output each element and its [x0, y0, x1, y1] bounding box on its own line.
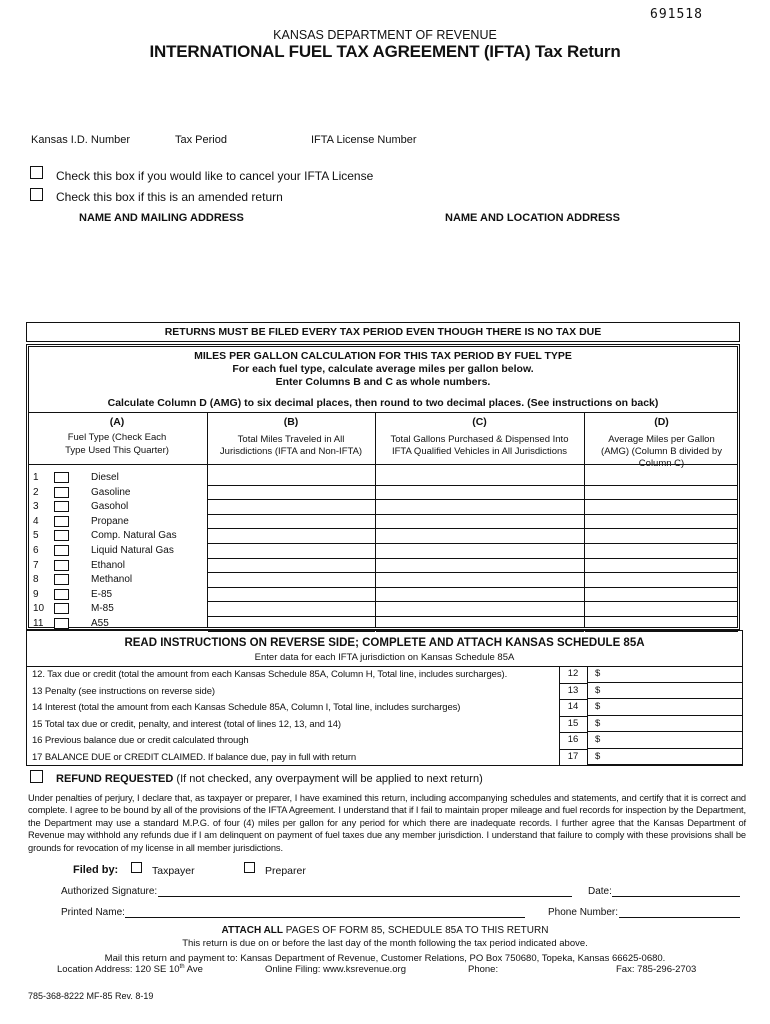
- tax-line-currency: $: [595, 717, 601, 729]
- fuel-amg-field[interactable]: [585, 486, 738, 501]
- fuel-row-number: 6: [33, 545, 39, 556]
- tax-line-description: 16 Previous balance due or credit calculated through: [32, 735, 249, 746]
- fuel-gallons-field[interactable]: [376, 529, 584, 544]
- location-address-post: Ave: [184, 964, 203, 976]
- fuel-gallons-field[interactable]: [376, 471, 584, 486]
- ifta-license-label: IFTA License Number: [311, 134, 417, 146]
- col-c-desc-2: IFTA Qualified Vehicles in All Jurisdictions: [391, 446, 568, 457]
- col-a-desc-1: Fuel Type (Check Each: [67, 432, 167, 443]
- fuel-type-checkbox[interactable]: [54, 589, 69, 600]
- col-a-desc-2: Type Used This Quarter): [65, 445, 169, 456]
- schedule-title: READ INSTRUCTIONS ON REVERSE SIDE; COMPLETE AND ATTACH KANSAS SCHEDULE 85A: [124, 637, 645, 649]
- cancel-license-label: Check this box if you would like to cancel your IFTA License: [56, 169, 374, 183]
- tax-line-amount-field[interactable]: [588, 716, 742, 733]
- declaration: Under penalties of perjury, I declare that, as taxpayer or preparer, I have examined this return, including accompanying schedules and statements, and certify that it is correct and complete. I agree to be bound by all of the provisions of the IFTA Agreement. I understand that if I fail to maintain proper mileage and fuel records for inspection by the Department, the Department may use a standard M.P.G. of four (4) miles per gallon for any period for which there are inadequate records. I further agree that the Kansas Department of Revenue may withhold any refunds due if I am delinquent on payment of fuel taxes due any member jurisdiction. I understand that failure to comply with these provisions shall be grounds for revocation of my license in all member jurisdictions.: [28, 793, 746, 853]
- taxpayer-checkbox[interactable]: [131, 862, 142, 873]
- authorized-signature-field[interactable]: [158, 896, 572, 897]
- col-d-letter: (D): [654, 416, 669, 428]
- fuel-gallons-field[interactable]: [376, 486, 584, 501]
- fuel-miles-field[interactable]: [208, 602, 375, 617]
- tax-line-amount-field[interactable]: [588, 699, 742, 716]
- fuel-type-label: E-85: [91, 588, 113, 600]
- schedule-section: [26, 630, 743, 766]
- tax-line-number: 15: [559, 718, 587, 734]
- fuel-gallons-field[interactable]: [376, 559, 584, 574]
- fax-footer: Fax: 785-296-2703: [616, 964, 697, 975]
- tax-line-amount-field[interactable]: [588, 732, 742, 749]
- amended-checkbox[interactable]: [30, 188, 43, 201]
- form-identifier: 785-368-8222 MF-85 Rev. 8-19: [28, 991, 154, 1001]
- fuel-type-label: Propane: [91, 515, 129, 527]
- fuel-row: [27, 602, 739, 617]
- fuel-type-checkbox[interactable]: [54, 560, 69, 571]
- fuel-amg-field[interactable]: [585, 573, 738, 588]
- phone-number-label: Phone Number:: [548, 907, 619, 918]
- filed-by-label: Filed by:: [73, 864, 119, 876]
- tax-line-row: [27, 699, 742, 716]
- col-c-desc-1: Total Gallons Purchased & Dispensed Into: [390, 434, 569, 445]
- fuel-row: [27, 559, 739, 574]
- tax-line-number: 14: [559, 701, 587, 717]
- fuel-type-checkbox[interactable]: [54, 472, 69, 483]
- attach-notice: [0, 925, 770, 936]
- phone-number-field[interactable]: [619, 917, 740, 918]
- tax-line-currency: $: [595, 750, 601, 762]
- printed-name-label: Printed Name:: [61, 907, 125, 918]
- fuel-type-checkbox[interactable]: [54, 516, 69, 527]
- tax-line-row: [27, 683, 742, 700]
- tax-period-label: Tax Period: [175, 134, 227, 146]
- fuel-row: [27, 471, 739, 486]
- tax-line-row: [27, 732, 742, 749]
- amended-label: Check this box if this is an amended return: [56, 190, 283, 204]
- fuel-miles-field[interactable]: [208, 500, 375, 515]
- phone-footer: Phone:: [468, 964, 499, 975]
- returns-notice: RETURNS MUST BE FILED EVERY TAX PERIOD EVEN THOUGH THERE IS NO TAX DUE: [26, 322, 740, 342]
- fuel-type-label: Methanol: [91, 574, 133, 586]
- fuel-row-number: 4: [33, 515, 39, 527]
- fuel-miles-field[interactable]: [208, 515, 375, 530]
- fuel-type-checkbox[interactable]: [54, 530, 69, 541]
- mpg-section: [26, 344, 740, 630]
- fuel-amg-field[interactable]: [585, 529, 738, 544]
- attach-notice-rest: PAGES OF FORM 85, SCHEDULE 85A TO THIS RETURN: [283, 925, 549, 936]
- refund-note: (If not checked, any overpayment will be applied to next return): [176, 773, 483, 785]
- fuel-type-label: A55: [91, 618, 109, 629]
- fuel-gallons-field[interactable]: [376, 515, 584, 530]
- col-d-desc-2: (AMG) (Column B divided by: [601, 446, 722, 457]
- fuel-miles-field[interactable]: [208, 529, 375, 544]
- fuel-type-checkbox[interactable]: [54, 603, 69, 614]
- document-number: 691518: [650, 7, 703, 22]
- fuel-row-number: 7: [33, 559, 39, 571]
- fuel-amg-field[interactable]: [585, 559, 738, 574]
- location-address-label: NAME AND LOCATION ADDRESS: [445, 212, 620, 224]
- fuel-gallons-field[interactable]: [376, 588, 584, 603]
- mpg-title: MILES PER GALLON CALCULATION FOR THIS TAX PERIOD BY FUEL TYPE: [194, 350, 572, 362]
- fuel-type-label: M-85: [91, 603, 114, 615]
- mpg-instruction-2: Enter Columns B and C as whole numbers.: [275, 376, 491, 388]
- location-address-sup: th: [179, 964, 185, 970]
- tax-line-description: 14 Interest (total the amount from each Kansas Schedule 85A, Column I, Total line, includes surcharges): [32, 702, 461, 713]
- printed-name-field[interactable]: [125, 917, 525, 918]
- fuel-row-number: 2: [33, 486, 39, 498]
- fuel-row-number: 1: [33, 472, 39, 483]
- tax-line-row: [27, 666, 742, 683]
- fuel-gallons-field[interactable]: [376, 602, 584, 617]
- fuel-type-checkbox[interactable]: [54, 545, 69, 556]
- mpg-instruction-1: For each fuel type, calculate average miles per gallon below.: [232, 363, 534, 375]
- fuel-row-number: 10: [33, 603, 45, 615]
- date-label: Date:: [588, 886, 612, 897]
- mailing-address-label: NAME AND MAILING ADDRESS: [79, 212, 244, 224]
- tax-line-row: [27, 749, 742, 766]
- location-address: [57, 964, 203, 975]
- tax-line-currency: $: [595, 701, 601, 712]
- col-d-desc-3: Column C): [638, 458, 685, 469]
- fuel-amg-field[interactable]: [585, 544, 738, 559]
- fuel-type-label: Gasoline: [91, 486, 131, 498]
- agency-name: KANSAS DEPARTMENT OF REVENUE: [273, 28, 497, 42]
- fuel-miles-field[interactable]: [208, 588, 375, 603]
- refund-text: [56, 773, 483, 785]
- fuel-type-label: Liquid Natural Gas: [91, 545, 174, 556]
- fuel-gallons-field[interactable]: [376, 500, 584, 515]
- fuel-row-number: 11: [33, 618, 44, 629]
- tax-line-row: [27, 716, 742, 733]
- tax-line-number: 16: [559, 734, 587, 750]
- tax-line-currency: $: [595, 734, 601, 745]
- fuel-row: [27, 486, 739, 501]
- online-filing: Online Filing: www.ksrevenue.org: [265, 964, 406, 975]
- refund-checkbox[interactable]: [30, 770, 43, 783]
- cancel-license-row[interactable]: [30, 166, 43, 182]
- due-notice: This return is due on or before the last day of the month following the tax period indicated above.: [182, 938, 588, 949]
- tax-line-description: 15 Total tax due or credit, penalty, and interest (total of lines 12, 13, and 14): [32, 718, 341, 730]
- fuel-amg-field[interactable]: [585, 602, 738, 617]
- fuel-type-checkbox[interactable]: [54, 618, 69, 629]
- fuel-type-checkbox[interactable]: [54, 501, 69, 512]
- fuel-amg-field[interactable]: [585, 500, 738, 515]
- fuel-row: [27, 515, 739, 530]
- fuel-type-checkbox[interactable]: [54, 574, 69, 585]
- fuel-row: [27, 544, 739, 559]
- tax-line-currency: $: [595, 668, 601, 679]
- tax-line-description: 13 Penalty (see instructions on reverse side): [32, 685, 215, 697]
- fuel-miles-field[interactable]: [208, 544, 375, 559]
- amended-row[interactable]: [30, 188, 43, 204]
- fuel-miles-field[interactable]: [208, 471, 375, 486]
- tax-line-description: 12. Tax due or credit (total the amount from each Kansas Schedule 85A, Column H, Total line, includes surcharges).: [32, 669, 508, 680]
- fuel-miles-field[interactable]: [208, 486, 375, 501]
- tax-line-amount-field[interactable]: [588, 683, 742, 700]
- tax-line-amount-field[interactable]: [588, 749, 742, 766]
- fuel-miles-field[interactable]: [208, 573, 375, 588]
- fuel-row: [27, 588, 739, 603]
- taxpayer-label: Taxpayer: [152, 865, 195, 877]
- col-c-letter: (C): [472, 416, 487, 428]
- authorized-signature-label: Authorized Signature:: [61, 886, 158, 897]
- fuel-amg-field[interactable]: [585, 471, 738, 486]
- fuel-gallons-field[interactable]: [376, 573, 584, 588]
- date-field[interactable]: [612, 896, 740, 897]
- preparer-label: Preparer: [265, 865, 306, 877]
- tax-line-amount-field[interactable]: [588, 666, 742, 683]
- fuel-row-number: 3: [33, 501, 39, 513]
- col-a-letter: (A): [109, 416, 125, 428]
- kansas-id-label: Kansas I.D. Number: [31, 134, 131, 146]
- mpg-instruction-3: Calculate Column D (AMG) to six decimal places, then round to two decimal places. (See instructions on back): [107, 397, 659, 409]
- fuel-row-number: 9: [33, 588, 39, 600]
- preparer-checkbox[interactable]: [244, 862, 255, 873]
- fuel-amg-field[interactable]: [585, 588, 738, 603]
- attach-notice-bold: ATTACH ALL: [221, 925, 284, 936]
- refund-row[interactable]: [30, 770, 43, 786]
- col-b-desc-2: Jurisdictions (IFTA and Non-IFTA): [219, 446, 363, 457]
- refund-label: REFUND REQUESTED: [56, 773, 174, 785]
- tax-line-currency: $: [595, 684, 601, 696]
- fuel-type-checkbox[interactable]: [54, 487, 69, 498]
- col-b-desc-1: Total Miles Traveled in All: [237, 434, 345, 445]
- tax-line-number: 13: [559, 685, 587, 701]
- form-title: INTERNATIONAL FUEL TAX AGREEMENT (IFTA) Tax Return: [149, 42, 621, 61]
- fuel-type-label: Ethanol: [91, 559, 125, 571]
- fuel-row: [27, 500, 739, 515]
- fuel-amg-field[interactable]: [585, 515, 738, 530]
- fuel-row: [27, 573, 739, 588]
- location-address-pre: Location Address: 120 SE 10: [57, 964, 180, 976]
- mail-notice: Mail this return and payment to: Kansas Department of Revenue, Customer Relations, PO Box 750680, Topeka, Kansas 66625-0680.: [104, 953, 666, 964]
- fuel-row-number: 5: [33, 530, 39, 542]
- fuel-type-label: Diesel: [91, 472, 119, 483]
- fuel-gallons-field[interactable]: [376, 544, 584, 559]
- schedule-subtitle: Enter data for each IFTA jurisdiction on Kansas Schedule 85A: [254, 652, 515, 663]
- col-b-letter: (B): [283, 416, 299, 428]
- tax-line-description: 17 BALANCE DUE or CREDIT CLAIMED. If balance due, pay in full with return: [32, 751, 357, 763]
- col-d-desc-1: Average Miles per Gallon: [608, 434, 715, 445]
- fuel-row-number: 8: [33, 574, 39, 586]
- fuel-row: [27, 529, 739, 544]
- fuel-miles-field[interactable]: [208, 559, 375, 574]
- tax-line-number: 12: [559, 668, 587, 684]
- fuel-type-label: Comp. Natural Gas: [91, 530, 177, 542]
- tax-line-number: 17: [559, 751, 587, 767]
- fuel-type-label: Gasohol: [91, 501, 129, 513]
- cancel-license-checkbox[interactable]: [30, 166, 43, 179]
